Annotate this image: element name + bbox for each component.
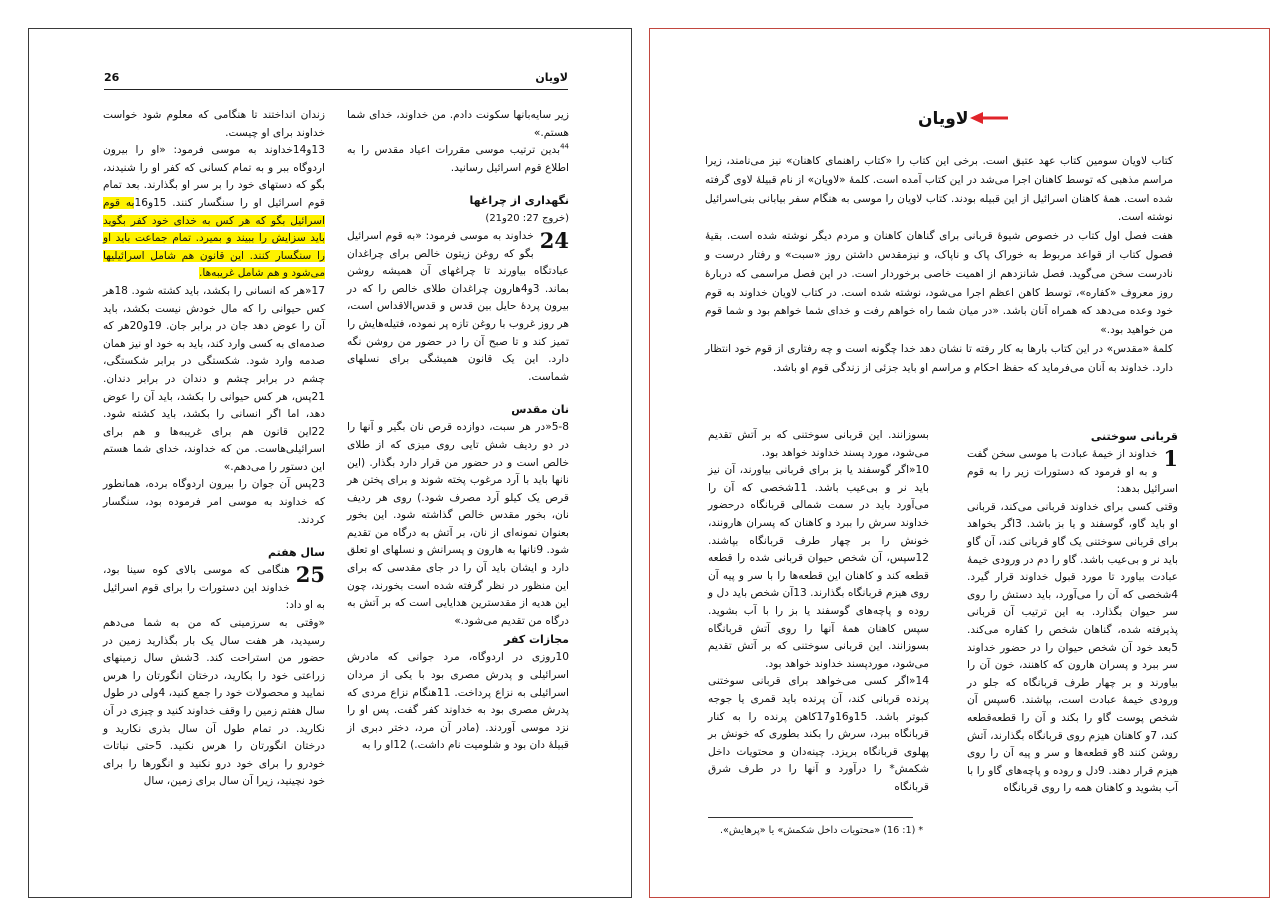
paragraph: «وقتی به سرزمینی که من به شما می‌دهم رسیدید، هر هفت سال یک بار بگذارید زمین در حضور من استراحت کند. 3شش سال زمینهای زراعتی خود را بکارید، درختان انگورتان را هرس نمایید و محصولات خود را جمع کنید، 4ولی در طول سال هفتم زمین را وقف خداوند کنید و چیزی در آن نکارید. در تمام طول آن سال بذری نکارید و درختان انگورتان را هرس نکنید. 5حتی نباتات خودرو را برای خود درو نکنید و انگورها را برای خود نچینید، زیرا آن سال برای زمین، سال [103, 617, 325, 788]
section-heading: سال هفتم [268, 546, 325, 560]
left-page [28, 28, 632, 898]
paragraph: 23پس آن جوان را بیرون اردوگاه برده، همانطور که خداوند به موسی امر فرموده بود، سنگسار کردند. [103, 478, 325, 526]
paragraph: 13و14خداوند به موسی فرمود: «او را بیرون اردوگاه ببر و به تمام کسانی که کفر او را شنیدند، بگو که دستهای خود را بر سر او بگذارند. بعد تمام قوم اسرائیل او را سنگسار کنند. 15و16به قوم اسرائیل بگو که هر کس به خدای خود کفر بگوید باید سزایش را ببیند و بمیرد. تمام جماعت باید او را سنگسار کنند. این قانون هم شامل اسرائیلیها می‌شود و هم شامل غریبه‌ها. [103, 144, 325, 280]
paragraph: 1 خداوند از خیمهٔ عبادت با موسی سخن گفت و به او فرمود که دستورات زیر را به قوم اسرائیل بدهد: [967, 446, 1178, 496]
verse-number: 44 [560, 142, 569, 151]
section-heading: نگهداری از چراغها [469, 194, 569, 208]
paragraph: $^{44}$بدین ترتیب موسی مقررات اعیاد مقدس را به اطلاع قوم اسرائیل رسانید. [347, 142, 569, 174]
arrow-left-icon [970, 111, 1010, 125]
chapter-number: 1 [1163, 446, 1178, 471]
column-right [347, 107, 569, 755]
paragraph: 14«اگر کسی می‌خواهد برای قربانی سوختنی پرنده قربانی کند، آن پرنده باید قمری یا جوجه کبوتر باشد. 15و16و17کاهن پرنده را به کنار قربانگاه ببرد، سرش را بکند بطوری که خونش بر پهلوی قربانگاه بریزد. چینه‌دان و محتویات داخل شکمش* را درآورد و آنها را در طرف شرق قربانگاه [708, 675, 929, 793]
section-heading: قربانی سوختنی [1090, 430, 1178, 443]
paragraph: بسوزانند. این قربانی سوختنی که بر آتش تقدیم می‌شود، مورد پسند خداوند خواهد بود. [708, 429, 929, 459]
column-left [708, 427, 929, 796]
paragraph: 24 خداوند به موسی فرمود: «به قوم اسرائیل بگو که روغن زیتون خالص برای چراغدان عبادتگاه بیاورند تا چراغهای آن همیشه روشن بماند. 3و4هارون چراغدان طلای خالص را که در بیرون پردهٔ حایل بین قدس و قدس‌الاقداس است، هر روز غروب با روغن تازه پر نموده، فتیله‌هایش را تمیز کند و تا صبح آن را در حضور من روشن نگه دارد. این یک قانون همیشگی برای نسلهای شماست. [347, 227, 569, 383]
paragraph: 25 هنگامی که موسی بالای کوه سینا بود، خداوند این دستورات را برای قوم اسرائیل به او داد: [103, 562, 325, 612]
paragraph: وقتی کسی برای خداوند قربانی می‌کند، قربانی او باید گاو، گوسفند و یا بز باشد. 3اگر بخواهد برای قربانی سوختنی یک گاو قربانی کند، آن گاو باید نر و بی‌عیب باشد. گاو را دم در ورودی خیمهٔ عبادت بیاورد تا مورد قبول خداوند قرار گیرد. 4شخصی که آن را می‌آورد، باید دستش را روی سر حیوان بگذارد. به این ترتیب آن قربانی پذیرفته شده، گناهان شخص را کفاره می‌کند. 5بعد خود آن شخص حیوان را در حضور خداوند سر ببرد و پسران هارون که کاهنند، خون آن را بیاورند و بر چهار طرف قربانگاه که جلو در ورودی خیمهٔ عبادت است، بپاشند. 6سپس آن شخص پوست گاو را بکند و آن را قطعه‌قطعه کند، 7و کاهنان هیزم روی قربانگاه بگذارند، آتش روشن کنند 8و قطعه‌ها و سر و پیه آن را روی هیزم قرار دهند. 9دل و روده و پاچه‌های گاو را با آب بشوید و کاهنان همه را روی قربانگاه [967, 500, 1179, 795]
column-left [103, 107, 325, 791]
running-header [104, 71, 568, 90]
introduction [705, 152, 1173, 378]
chapter-number: 25 [295, 562, 325, 588]
section-heading: مجازات کفر [503, 633, 569, 647]
page-number: 26 [104, 71, 120, 84]
section-heading: نان مقدس [511, 403, 569, 417]
right-page [649, 28, 1270, 898]
paragraph: کتاب لاویان سومین کتاب عهد عتیق است. برخی این کتاب را «کتاب راهنمای کاهنان» نیز می‌نامند، زیرا مراسم مذهبی که توسط کاهنان اجرا می‌شد در این کتاب آمده است. کلمهٔ «لاویان» از نام قبیلهٔ لاوی گرفته شده است. همهٔ کاهنان اسرائیل از این قبیله بودند. کتاب لاویان را موسی به هنگام سفر بیابانی بنی‌اسرائیل نوشته است. [705, 155, 1173, 224]
paragraph: 10روزی در اردوگاه، مرد جوانی که مادرش اسرائیلی و پدرش مصری بود با یکی از مردان اسرائیلی به نزاع پرداخت. 11هنگام نزاع مردی که پدرش مصری بود به خداوند کفر گفت. پس او را نزد موسی آوردند. (مادر آن مرد، دختر دبری از قبیلهٔ دان بود و شلومیت نام داشت.) 12او را به [347, 651, 569, 752]
footnote-divider [708, 817, 913, 818]
paragraph: کلمهٔ «مقدس» در این کتاب بارها به کار رفته تا نشان دهد خدا چگونه است و چه رفتاری از قوم خود انتظار دارد. خداوند به آنان می‌فرماید که حفظ احکام و مراسم او باید جزئی از زندگی قوم او باشد. [705, 342, 1173, 374]
footnote: * (1: 16) «محتویات داخل شکمش» یا «پرهایش». [720, 825, 924, 836]
paragraph: زندان انداختند تا هنگامی که معلوم شود خواست خداوند برای او چیست. [103, 109, 325, 139]
chapter-number: 24 [539, 227, 569, 253]
running-title: لاویان [535, 71, 568, 84]
paragraph: 10«اگر گوسفند یا بز برای قربانی بیاورند، آن نیز باید نر و بی‌عیب باشد. 11شخصی که آن را می‌آورد باید در سمت شمالی قربانگاه درحضور خداوند سرش را ببرد و کاهنان که پسران هارونند، خونش را بر چهار طرف قربانگاه بپاشند. 12سپس، آن شخص حیوان قربانی شده را قطعه قطعه کند و کاهنان این قطعه‌ها را با سر و پیه آن روی هیزم قربانگاه بگذارند. 13آن شخص باید دل و روده و پاچه‌های گوسفند یا بز را با آب بشوید. سپس کاهنان همهٔ آنها را روی آتش قربانگاه بسوزانند. این قربانی سوختنی که بر آتش تقدیم می‌شود، موردپسند خداوند خواهد بود. [708, 464, 930, 670]
book-title: لاویان [918, 109, 969, 129]
column-right [967, 427, 1178, 798]
paragraph: 17«هر که انسانی را بکشد، باید کشته شود. 18هر کس حیوانی را که مال خودش نیست بکشد، باید آن را عوض دهد جان در برابر جان. 19و20هر که صدمه‌ای به کسی وارد کند، باید به خود او نیز همان صدمه وارد شود. شکستگی در برابر شکستگی، چشم در برابر چشم و دندان در برابر دندان. 21پس، هر کس حیوانی را بکشد، باید آن را عوض دهد، اما اگر انسانی را بکشد، باید کشته شود. 22این قانون هم برای غریبه‌ها و هم برای اسرائیلی‌هاست. من که خداوند، خدای شما هستم این دستور را می‌دهم.» [103, 284, 325, 473]
paragraph: هفت فصل اول کتاب در خصوص شیوهٔ قربانی برای گناهان کاهنان و مردم دیگر نوشته شده است. بقیهٔ فصول کتاب از قواعد مربوط به خوراک پاک و ناپاک، و نیزمقدس داشتن روز «سبت» و رفتار درست و نادرست سخن می‌گوید. فصل شانزدهم از اهمیت خاصی برخوردار است. در این فصل مراسمی که دربارهٔ روز معروف «کفاره»، توسط کاهن اعظم اجرا می‌شود، نوشته شده است. در کتاب لاویان خداوند به قوم خود وعده می‌دهد که همراه آنان باشد. «در میان شما راه خواهم رفت و خدای شما خواهم بود و شما قوم من خواهید بود.» [705, 230, 1173, 337]
cross-reference: (خروج 27: 20و21) [485, 213, 569, 225]
paragraph: زیر سایه‌بانها سکونت دادم. من خداوند، خدای شما هستم.» [347, 109, 569, 139]
paragraph: 5-8«در هر سبت، دوازده قرص نان بگیر و آنها را در دو ردیف شش تایی روی میزی که از طلای خالص است و در حضور من قرار دارد بگذار. (این نانها باید با آرد مرغوب پخته شوند و برای پختن هر قرص یک کیلو آرد مصرف شود.) روی هر ردیف نان، بخور مقدس خالص گذاشته شود. این بخور بعنوان نمونه‌ای از نان، بر آتش به درگاه من تقدیم شود. 9نانها به هارون و پسرانش و نسلهای او تعلق دارد و ایشان باید آن را در جای مقدسی که برای این منظور در نظر گرفته شده است بخورند، چون این هدیه از مقدسترین هدایایی است که بر آتش به درگاه من تقدیم می‌شود.» [347, 421, 569, 627]
highlighted-text: به قوم اسرائیل بگو که هر کس به خدای خود کفر بگوید باید سزایش را ببیند و بمیرد. تمام جماعت باید او را سنگسار کنند. این قانون هم شامل اسرائیلیها می‌شود و هم شامل غریبه‌ها. [103, 196, 325, 280]
